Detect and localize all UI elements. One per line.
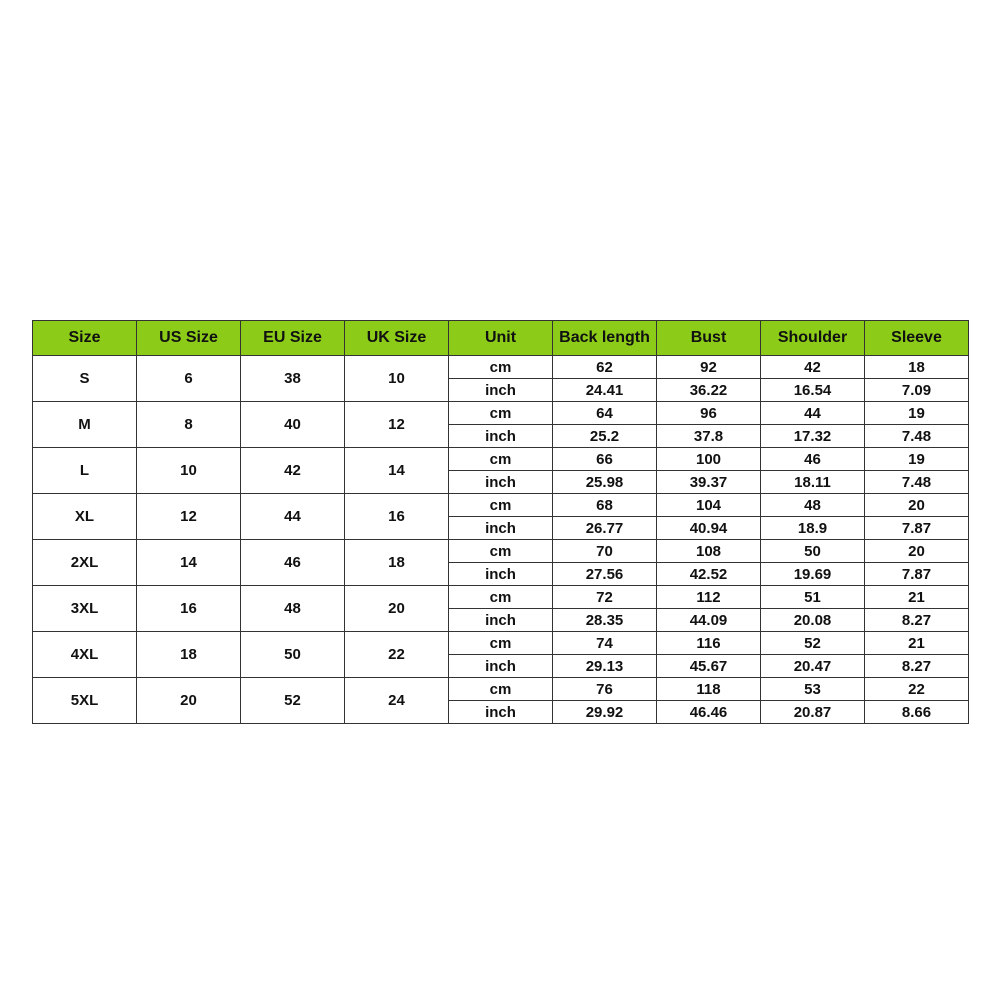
back-length-cell: 29.92 xyxy=(553,701,657,724)
back-length-cell: 26.77 xyxy=(553,517,657,540)
unit-cell: cm xyxy=(449,448,553,471)
shoulder-cell: 53 xyxy=(761,678,865,701)
header-shoulder: Shoulder xyxy=(761,321,865,356)
bust-cell: 116 xyxy=(657,632,761,655)
us-size-cell: 12 xyxy=(137,494,241,540)
unit-cell: cm xyxy=(449,632,553,655)
header-size: Size xyxy=(33,321,137,356)
sleeve-cell: 21 xyxy=(865,586,969,609)
back-length-cell: 25.2 xyxy=(553,425,657,448)
us-size-cell: 20 xyxy=(137,678,241,724)
bust-cell: 40.94 xyxy=(657,517,761,540)
sleeve-cell: 20 xyxy=(865,540,969,563)
bust-cell: 92 xyxy=(657,356,761,379)
uk-size-cell: 20 xyxy=(345,586,449,632)
us-size-cell: 10 xyxy=(137,448,241,494)
size-cell: M xyxy=(33,402,137,448)
shoulder-cell: 19.69 xyxy=(761,563,865,586)
table-row xyxy=(33,494,969,517)
sleeve-cell: 7.87 xyxy=(865,563,969,586)
uk-size-cell: 24 xyxy=(345,678,449,724)
back-length-cell: 29.13 xyxy=(553,655,657,678)
back-length-cell: 64 xyxy=(553,402,657,425)
unit-cell: cm xyxy=(449,402,553,425)
sleeve-cell: 7.87 xyxy=(865,517,969,540)
back-length-cell: 76 xyxy=(553,678,657,701)
bust-cell: 96 xyxy=(657,402,761,425)
uk-size-cell: 14 xyxy=(345,448,449,494)
bust-cell: 36.22 xyxy=(657,379,761,402)
eu-size-cell: 38 xyxy=(241,356,345,402)
bust-cell: 37.8 xyxy=(657,425,761,448)
unit-cell: inch xyxy=(449,471,553,494)
bust-cell: 42.52 xyxy=(657,563,761,586)
sleeve-cell: 8.27 xyxy=(865,609,969,632)
table-row xyxy=(33,632,969,655)
shoulder-cell: 44 xyxy=(761,402,865,425)
back-length-cell: 72 xyxy=(553,586,657,609)
unit-cell: inch xyxy=(449,655,553,678)
bust-cell: 44.09 xyxy=(657,609,761,632)
table-body xyxy=(33,356,969,724)
eu-size-cell: 42 xyxy=(241,448,345,494)
size-cell: XL xyxy=(33,494,137,540)
sleeve-cell: 18 xyxy=(865,356,969,379)
uk-size-cell: 10 xyxy=(345,356,449,402)
sleeve-cell: 19 xyxy=(865,402,969,425)
unit-cell: inch xyxy=(449,379,553,402)
shoulder-cell: 20.47 xyxy=(761,655,865,678)
table-row xyxy=(33,448,969,471)
size-cell: S xyxy=(33,356,137,402)
sleeve-cell: 8.66 xyxy=(865,701,969,724)
unit-cell: inch xyxy=(449,425,553,448)
uk-size-cell: 18 xyxy=(345,540,449,586)
back-length-cell: 24.41 xyxy=(553,379,657,402)
bust-cell: 104 xyxy=(657,494,761,517)
us-size-cell: 16 xyxy=(137,586,241,632)
size-cell: 4XL xyxy=(33,632,137,678)
shoulder-cell: 20.08 xyxy=(761,609,865,632)
header-bust: Bust xyxy=(657,321,761,356)
back-length-cell: 25.98 xyxy=(553,471,657,494)
bust-cell: 45.67 xyxy=(657,655,761,678)
bust-cell: 108 xyxy=(657,540,761,563)
bust-cell: 100 xyxy=(657,448,761,471)
us-size-cell: 6 xyxy=(137,356,241,402)
unit-cell: inch xyxy=(449,701,553,724)
back-length-cell: 68 xyxy=(553,494,657,517)
header-row xyxy=(33,321,969,356)
header-eu-size: EU Size xyxy=(241,321,345,356)
size-cell: 2XL xyxy=(33,540,137,586)
size-cell: L xyxy=(33,448,137,494)
shoulder-cell: 48 xyxy=(761,494,865,517)
sleeve-cell: 19 xyxy=(865,448,969,471)
shoulder-cell: 20.87 xyxy=(761,701,865,724)
table-row xyxy=(33,356,969,379)
us-size-cell: 14 xyxy=(137,540,241,586)
table-header xyxy=(33,321,969,356)
bust-cell: 46.46 xyxy=(657,701,761,724)
table-row xyxy=(33,586,969,609)
uk-size-cell: 12 xyxy=(345,402,449,448)
uk-size-cell: 22 xyxy=(345,632,449,678)
table-row xyxy=(33,678,969,701)
unit-cell: cm xyxy=(449,356,553,379)
shoulder-cell: 42 xyxy=(761,356,865,379)
header-back-length: Back length xyxy=(553,321,657,356)
size-cell: 3XL xyxy=(33,586,137,632)
back-length-cell: 62 xyxy=(553,356,657,379)
back-length-cell: 66 xyxy=(553,448,657,471)
eu-size-cell: 48 xyxy=(241,586,345,632)
shoulder-cell: 52 xyxy=(761,632,865,655)
header-sleeve: Sleeve xyxy=(865,321,969,356)
bust-cell: 118 xyxy=(657,678,761,701)
unit-cell: inch xyxy=(449,517,553,540)
sleeve-cell: 8.27 xyxy=(865,655,969,678)
size-chart-table xyxy=(32,320,969,724)
size-cell: 5XL xyxy=(33,678,137,724)
unit-cell: cm xyxy=(449,678,553,701)
eu-size-cell: 50 xyxy=(241,632,345,678)
bust-cell: 39.37 xyxy=(657,471,761,494)
eu-size-cell: 46 xyxy=(241,540,345,586)
eu-size-cell: 40 xyxy=(241,402,345,448)
shoulder-cell: 17.32 xyxy=(761,425,865,448)
us-size-cell: 8 xyxy=(137,402,241,448)
uk-size-cell: 16 xyxy=(345,494,449,540)
shoulder-cell: 46 xyxy=(761,448,865,471)
shoulder-cell: 18.11 xyxy=(761,471,865,494)
sleeve-cell: 7.48 xyxy=(865,425,969,448)
unit-cell: cm xyxy=(449,540,553,563)
sleeve-cell: 21 xyxy=(865,632,969,655)
shoulder-cell: 50 xyxy=(761,540,865,563)
shoulder-cell: 18.9 xyxy=(761,517,865,540)
eu-size-cell: 52 xyxy=(241,678,345,724)
unit-cell: inch xyxy=(449,563,553,586)
sleeve-cell: 7.48 xyxy=(865,471,969,494)
shoulder-cell: 16.54 xyxy=(761,379,865,402)
eu-size-cell: 44 xyxy=(241,494,345,540)
header-us-size: US Size xyxy=(137,321,241,356)
header-unit: Unit xyxy=(449,321,553,356)
back-length-cell: 74 xyxy=(553,632,657,655)
unit-cell: cm xyxy=(449,586,553,609)
unit-cell: inch xyxy=(449,609,553,632)
bust-cell: 112 xyxy=(657,586,761,609)
sleeve-cell: 22 xyxy=(865,678,969,701)
back-length-cell: 70 xyxy=(553,540,657,563)
header-uk-size: UK Size xyxy=(345,321,449,356)
shoulder-cell: 51 xyxy=(761,586,865,609)
us-size-cell: 18 xyxy=(137,632,241,678)
sleeve-cell: 20 xyxy=(865,494,969,517)
sleeve-cell: 7.09 xyxy=(865,379,969,402)
back-length-cell: 27.56 xyxy=(553,563,657,586)
table-row xyxy=(33,402,969,425)
unit-cell: cm xyxy=(449,494,553,517)
back-length-cell: 28.35 xyxy=(553,609,657,632)
table-row xyxy=(33,540,969,563)
